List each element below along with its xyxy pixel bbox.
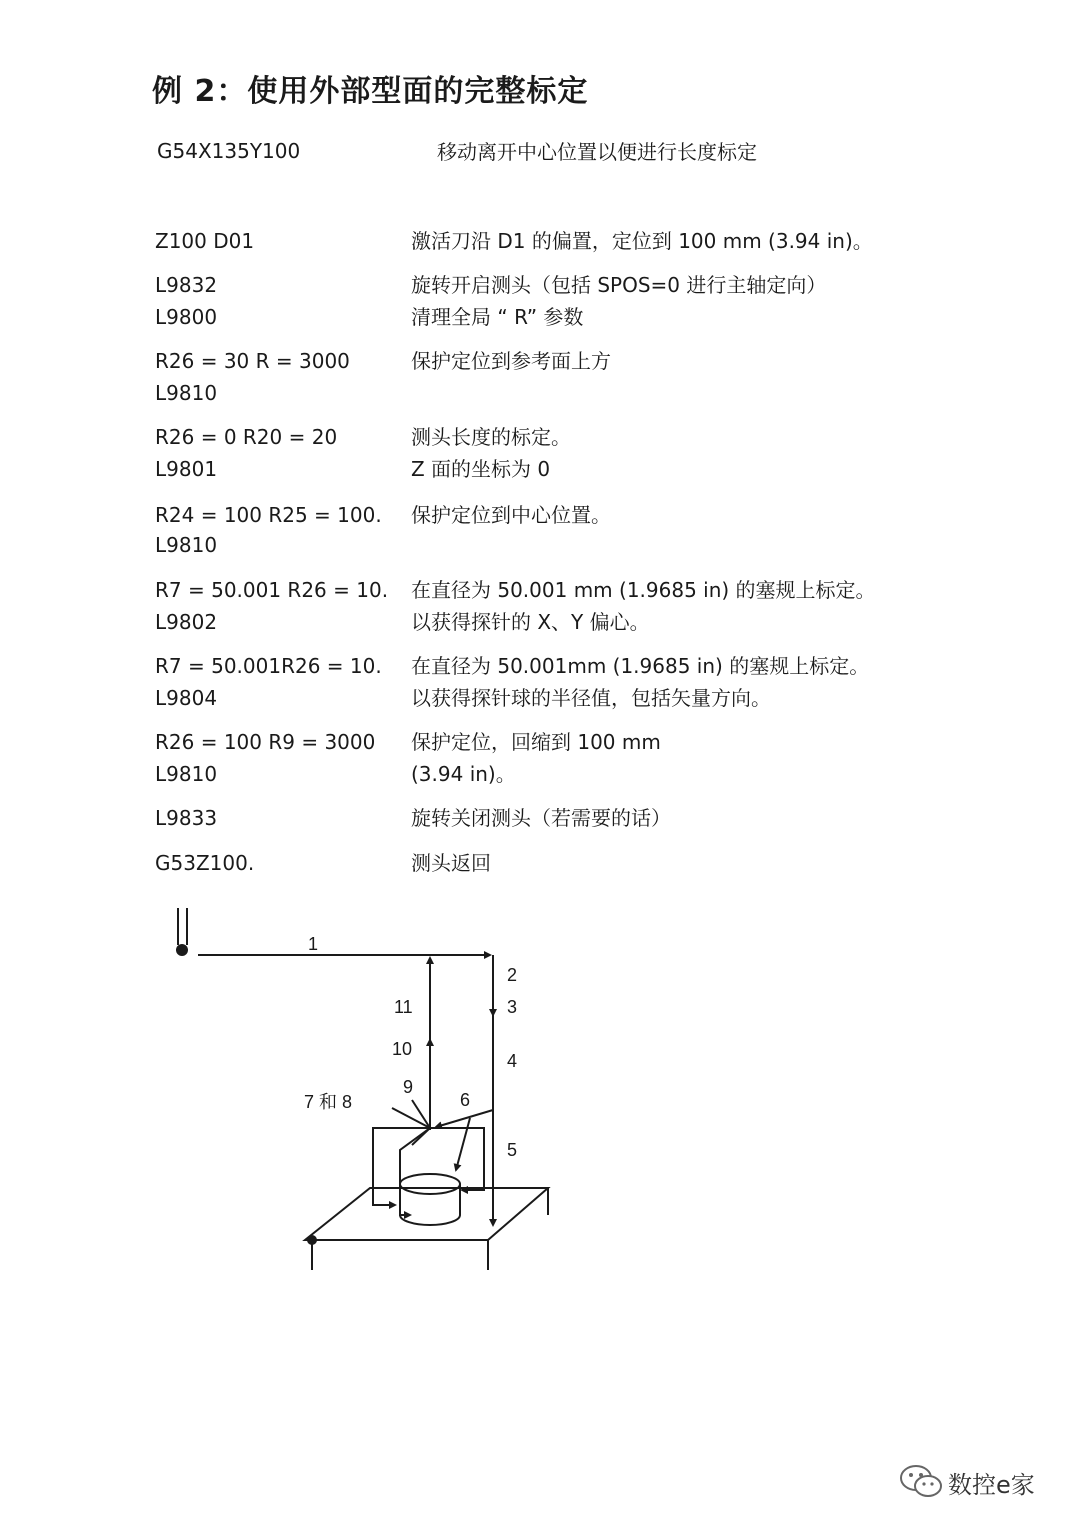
label-10: 10 [392,1039,413,1059]
code-line: Z100 D01 [155,229,255,253]
code-line: L9801 [155,457,218,481]
label-2: 2 [507,965,518,985]
desc-line: Z 面的坐标为 0 [411,457,551,481]
label-9: 9 [403,1077,414,1097]
desc-line: 保护定位到参考面上方 [411,349,611,373]
code-line: L9832 [155,273,218,297]
label-3: 3 [507,997,518,1017]
code-line: R7 = 50.001 R26 = 10. [155,578,389,602]
desc-line: 在直径为 50.001 mm (1.9685 in) 的塞规上标定。 [411,578,876,602]
code-line: L9810 [155,533,218,557]
plug-gauge-top [400,1174,460,1194]
desc-line: 测头长度的标定。 [411,425,571,449]
label-5: 5 [507,1140,518,1160]
watermark [898,1462,1035,1502]
desc-line: 测头返回 [411,851,491,875]
first-desc: 移动离开中心位置以便进行长度标定 [437,140,757,164]
page-title: 例 2：使用外部型面的完整标定 [152,74,589,109]
desc-line: 清理全局 “ R” 参数 [411,305,584,329]
desc-line: 保护定位，回缩到 100 mm [411,730,661,754]
code-line: L9804 [155,686,218,710]
code-line: L9833 [155,806,218,830]
label-11: 11 [394,997,413,1017]
code-line: L9810 [155,381,218,405]
path-6 [436,1110,493,1127]
code-line: R24 = 100 R25 = 100. [155,503,382,527]
desc-line: 保护定位到中心位置。 [411,503,611,527]
desc-line: (3.94 in)。 [411,762,516,786]
desc-line: 激活刀沿 D1 的偏置，定位到 100 mm (3.94 in)。 [411,229,873,253]
table-corner-mark [307,1235,317,1245]
table-top [305,1188,548,1240]
code-line: R26 = 0 R20 = 20 [155,425,338,449]
first-code: G54X135Y100 [157,139,301,163]
label-4: 4 [507,1051,518,1071]
label-1: 1 [308,934,319,954]
desc-line: 以获得探针的 X、Y 偏心。 [411,610,650,634]
wechat-logo-icon [898,1462,944,1502]
code-line: R7 = 50.001R26 = 10. [155,654,382,678]
desc-line: 旋转开启测头（包括 SPOS=0 进行主轴定向） [411,273,827,297]
code-line: L9800 [155,305,218,329]
code-line: L9802 [155,610,218,634]
code-line: R26 = 30 R = 3000 [155,349,350,373]
code-line: R26 = 100 R9 = 3000 [155,730,376,754]
desc-line: 以获得探针球的半径值，包括矢量方向。 [411,686,771,710]
label-7-8: 7 和 8 [304,1092,353,1112]
plug-gauge-base [400,1215,460,1225]
label-6: 6 [460,1090,471,1110]
code-line: L9810 [155,762,218,786]
watermark-brand: 数控e家 [948,1470,1035,1499]
desc-line: 在直径为 50.001mm (1.9685 in) 的塞规上标定。 [411,654,870,678]
desc-line: 旋转关闭测头（若需要的话） [411,806,671,830]
code-line: G53Z100. [155,851,255,875]
probe-ball [176,944,188,956]
path-6b [456,1118,470,1170]
